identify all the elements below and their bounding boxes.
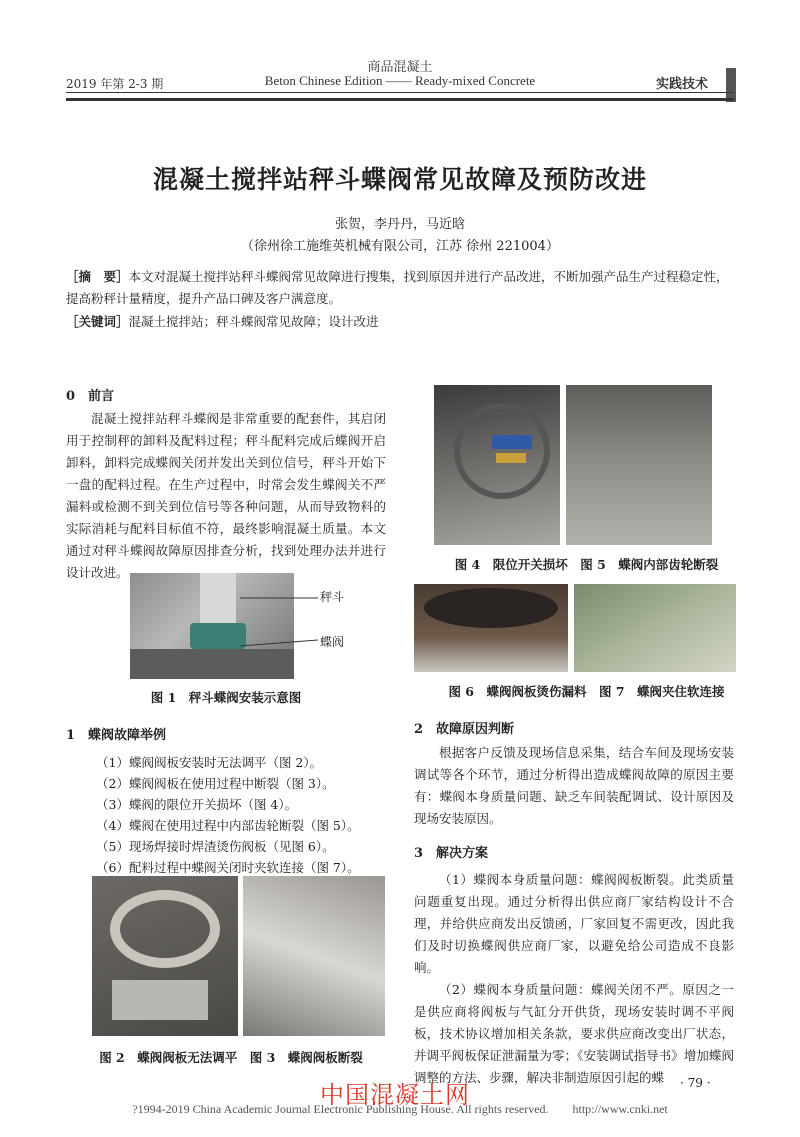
list-item: （1）蝶阀阀板安装时无法调平（图 2）。	[96, 755, 323, 770]
authors: 张贺，李丹丹，马近晗	[334, 217, 465, 232]
section-3-paragraph-1: （1）蝶阀本身质量问题：蝶阀阀板断裂。此类质量问题重复出现。通过分析得出供应商厂家结构设计不合理，并给供应商发出反馈函，厂家回复不需更改，因此我们及时切换蝶阀供应商厂家，以避免给公司造成不良影响。	[414, 872, 734, 975]
figure-7-photo	[574, 584, 736, 672]
list-item: （3）蝶阀的限位开关损坏（图 4）。	[96, 797, 298, 812]
figure-1-leader-lines	[240, 588, 330, 658]
figure-1-caption: 图 1 秤斗蝶阀安装示意图	[150, 690, 302, 705]
keywords-label: ［关键词］	[66, 314, 129, 329]
figure-45-caption: 图 4 限位开关损坏 图 5 蝶阀内部齿轮断裂	[454, 557, 719, 572]
list-item: （2）蝶阀阀板在使用过程中断裂（图 3）。	[96, 776, 335, 791]
abstract-label: ［摘 要］	[66, 269, 129, 284]
keywords	[66, 311, 734, 333]
figure-5-photo	[566, 385, 712, 545]
header-rule	[66, 92, 734, 93]
section-3-body	[414, 869, 734, 1089]
figure-1-label-valve: 蝶阀	[320, 635, 345, 649]
abstract	[66, 266, 734, 310]
switch-housing-shape	[454, 403, 550, 499]
figure-23-caption: 图 2 蝶阀阀板无法调平 图 3 蝶阀阀板断裂	[99, 1050, 363, 1065]
list-item: （6）配料过程中蝶阀关闭时夹软连接（图 7）。	[96, 860, 360, 875]
valve-shape	[190, 623, 246, 649]
pipe-opening-shape	[424, 588, 558, 628]
section-0-heading: 0 前言	[66, 389, 115, 404]
wire-blue-shape	[492, 435, 532, 449]
page-number: · 79 ·	[680, 1076, 711, 1090]
fault-list	[66, 752, 386, 878]
section-3-heading: 3 解决方案	[414, 846, 489, 861]
list-item: （4）蝶阀在使用过程中内部齿轮断裂（图 5）。	[96, 818, 360, 833]
header-rule-thick	[66, 98, 734, 101]
abstract-text: 本文对混凝土搅拌站秤斗蝶阀常见故障进行搜集，找到原因并进行产品改进，不断加强产品生产过程稳定性，提高粉秤计量精度，提升产品口碑及客户满意度。	[66, 269, 729, 306]
issue-label: 2019 年第 2-3 期	[66, 77, 164, 91]
figure-1-label-hopper: 秤斗	[320, 590, 345, 604]
column-label: 实践技术	[656, 77, 709, 92]
watermark: 中国混凝土网	[320, 1081, 470, 1109]
copyright-line: ?1994-2019 China Academic Journal Electronic Publishing House. All rights reserved. http://www.cnki.net	[132, 1102, 668, 1116]
figure-3-photo	[243, 876, 385, 1036]
figure-67-caption: 图 6 蝶阀阀板烫伤漏料 图 7 蝶阀夹住软连接	[448, 684, 725, 699]
journal-name-cn: 商品混凝土	[367, 60, 433, 75]
actuator-shape	[112, 980, 208, 1020]
figure-2-photo	[92, 876, 238, 1036]
article-title: 混凝土搅拌站秤斗蝶阀常见故障及预防改进	[152, 165, 647, 194]
section-2-paragraph: 根据客户反馈及现场信息采集，结合车间及现场安装调试等各个环节，通过分析得出造成蝶阀故障的原因主要有：蝶阀本身质量问题、缺乏车间装配调试、设计原因及现场安装原因。	[414, 745, 734, 826]
section-2-body	[414, 742, 734, 830]
header-accent-bar	[726, 68, 736, 102]
section-0-paragraph: 混凝土搅拌站秤斗蝶阀是非常重要的配套件，其启闭用于控制秤的卸料及配料过程；秤斗配料完成后蝶阀开启卸料，卸料完成蝶阀关闭并发出关到位信号，秤斗开始下一盘的配料过程。在生产过程中，时常会发生蝶阀关不严漏料或检测不到关到位信号等各种问题，从而导致物料的实际消耗与配料目标值不符，最终影响混凝土质量。本文通过对秤斗蝶阀故障原因排查分析，找到处理办法并进行设计改进。	[66, 411, 386, 580]
section-2-heading: 2 故障原因判断	[414, 722, 515, 737]
section-3-paragraph-2: （2）蝶阀本身质量问题：蝶阀关闭不严。原因之一是供应商将阀板与气缸分开供货，现场安装时调不平阀板，技术协议增加相关条款，要求供应商改变出厂状态，并调平阀板保证泄漏量为零；《安装调试指导书》增加蝶阀调整的方法、步骤，解决非制造原因引起的蝶	[414, 982, 734, 1085]
keywords-text: 混凝土搅拌站；秤斗蝶阀常见故障；设计改进	[128, 314, 379, 329]
figure-6-photo	[414, 584, 568, 672]
section-0-body	[66, 408, 386, 584]
figure-4-photo	[434, 385, 560, 545]
valve-ring-shape	[110, 890, 220, 968]
wire-yellow-shape	[496, 453, 526, 463]
journal-name-en: Beton Chinese Edition —— Ready-mixed Concrete	[264, 73, 536, 88]
list-item: （5）现场焊接时焊渣烫伤阀板（见图 6）。	[96, 839, 335, 854]
affiliation: （徐州徐工施维英机械有限公司，江苏 徐州 221004）	[241, 239, 559, 254]
hopper-shape	[200, 573, 236, 625]
section-1-heading: 1 蝶阀故障举例	[66, 728, 167, 743]
